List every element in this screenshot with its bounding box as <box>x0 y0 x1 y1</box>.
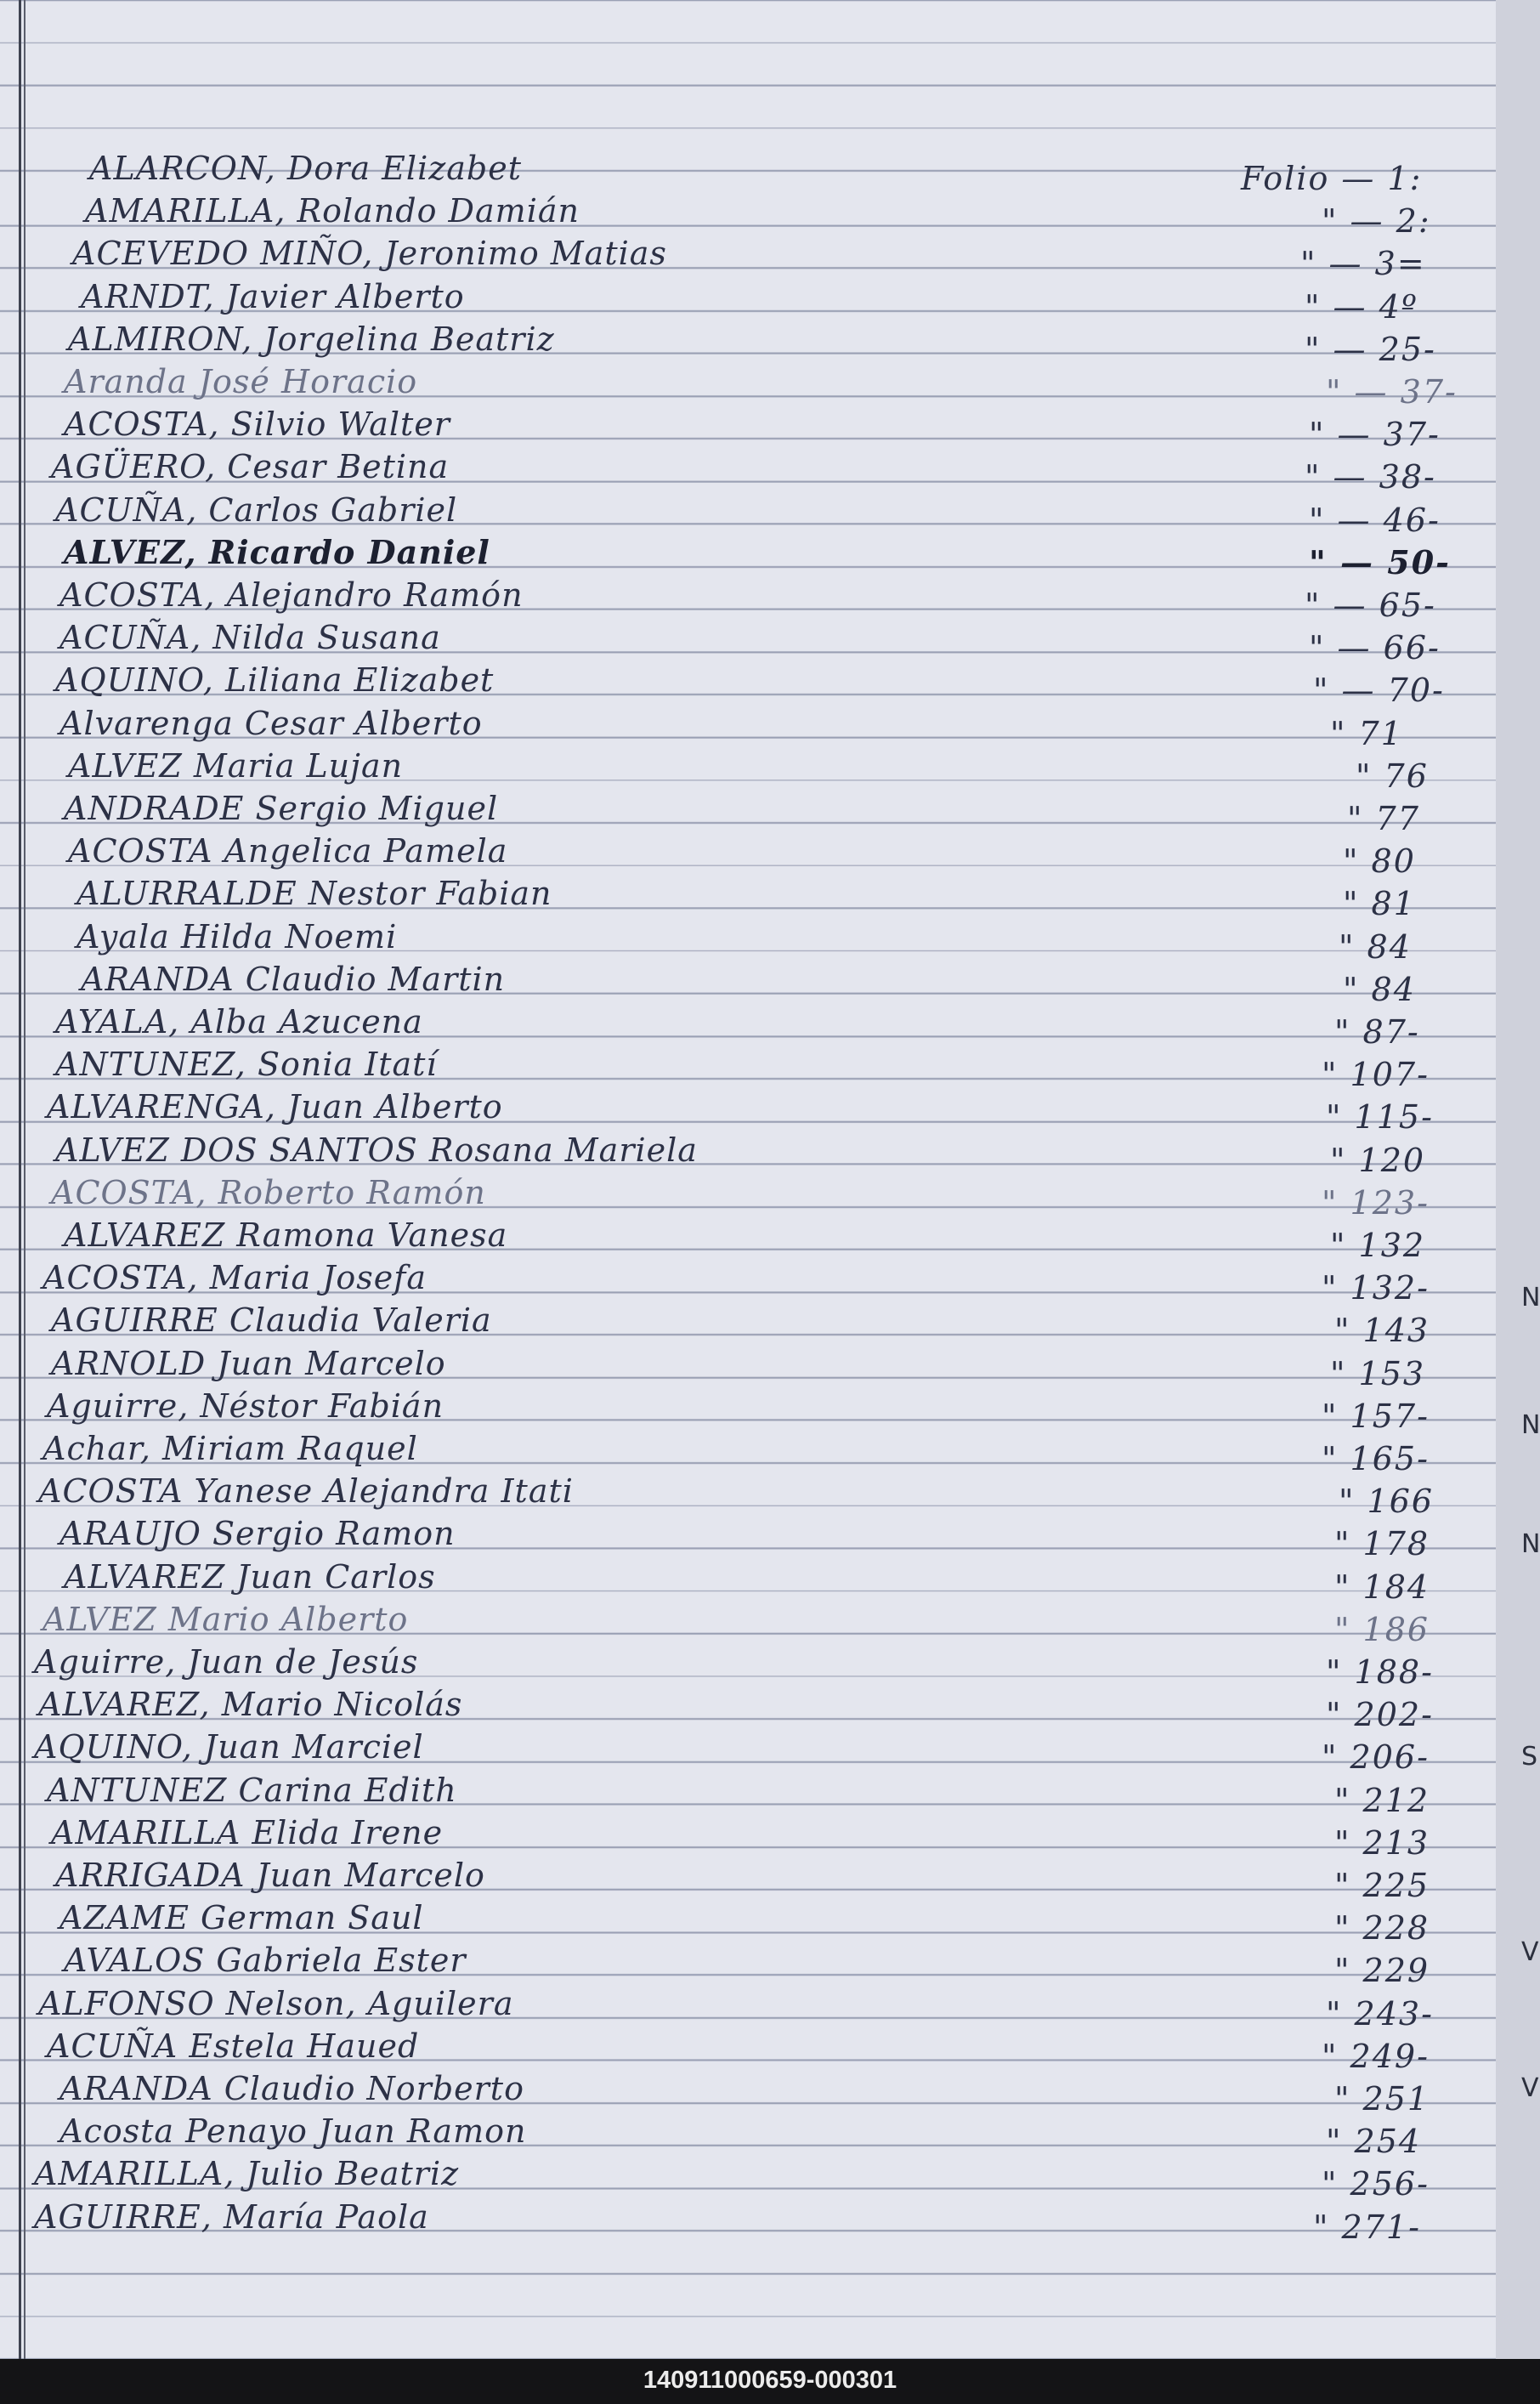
register-entry-folio: " 123- <box>1322 1183 1430 1222</box>
register-entry-folio: " 228 <box>1334 1909 1430 1948</box>
register-entry-folio: " — 37- <box>1326 373 1458 411</box>
register-entry-name: Ayala Hilda Noemi <box>76 917 398 955</box>
register-entry-name: ALVEZ Mario Alberto <box>42 1600 409 1638</box>
register-entry-name: ACOSTA Angelica Pamela <box>68 832 508 870</box>
register-entry-folio: " 202- <box>1326 1696 1434 1734</box>
register-entry-name: ALVAREZ Juan Carlos <box>64 1557 436 1596</box>
register-entry-name: ALFONSO Nelson, Aguilera <box>38 1984 514 2022</box>
register-entry-name: ARAUJO Sergio Ramon <box>59 1515 456 1553</box>
register-entry-folio: " 249- <box>1322 2037 1430 2075</box>
register-entry-folio: " — 37- <box>1309 416 1441 454</box>
register-entry-name: ACUÑA Estela Haued <box>47 2027 420 2065</box>
register-entry-folio: " 251 <box>1334 2080 1430 2118</box>
register-entry-name: ACOSTA, Maria Josefa <box>42 1259 427 1297</box>
register-entry-folio: " 132- <box>1322 1269 1430 1307</box>
register-entry-name: Aranda José Horacio <box>64 363 418 400</box>
register-entry-folio: " — 25- <box>1305 330 1436 368</box>
register-entry-folio: " 229 <box>1334 1952 1430 1990</box>
adjacent-page-letter: S <box>1521 1742 1538 1772</box>
register-entry-folio: " — 2: <box>1322 202 1431 241</box>
register-entry-name: ARANDA Claudio Martin <box>81 960 506 998</box>
register-entry-folio: " 206- <box>1322 1738 1430 1777</box>
register-entry-name: AGÜERO, Cesar Betina <box>51 448 450 486</box>
register-entry-name: AQUINO, Juan Marciel <box>34 1728 424 1766</box>
register-entry-folio: " 76 <box>1356 757 1429 795</box>
adjacent-page-letter: V <box>1521 2073 1539 2103</box>
register-entry-name: AMARILLA, Julio Beatriz <box>34 2155 460 2193</box>
register-entry-folio: Folio — 1: <box>1241 160 1423 197</box>
register-entry-folio: " 157- <box>1322 1397 1430 1435</box>
register-entry-name: AZAME German Saul <box>59 1899 424 1937</box>
register-entry-name: ACUÑA, Carlos Gabriel <box>55 490 458 529</box>
register-entry-name: ALURRALDE Nestor Fabian <box>76 875 552 913</box>
register-entry-name: ARANDA Claudio Norberto <box>59 2070 524 2107</box>
register-entry-name: Alvarenga Cesar Alberto <box>59 704 483 742</box>
register-entry-folio: " 271- <box>1313 2208 1421 2246</box>
register-entry-name: ALVAREZ Ramona Vanesa <box>64 1216 508 1254</box>
register-entry-folio: " 132 <box>1330 1227 1426 1264</box>
register-entry-name: Achar, Miriam Raquel <box>42 1430 418 1467</box>
adjacent-page-strip <box>1496 0 1540 2359</box>
register-entry-folio: " 77 <box>1347 800 1420 837</box>
register-entry-name: Aguirre, Juan de Jesús <box>34 1643 419 1681</box>
register-entry-folio: " 115- <box>1326 1098 1434 1137</box>
register-entry-name: AYALA, Alba Azucena <box>55 1003 423 1040</box>
register-entry-folio: " 71 <box>1330 714 1403 752</box>
register-entry-name: ALMIRON, Jorgelina Beatriz <box>68 320 555 358</box>
register-entry-name: ALVEZ DOS SANTOS Rosana Mariela <box>55 1131 698 1169</box>
register-entry-name: ACEVEDO MIÑO, Jeronimo Matias <box>72 235 667 273</box>
register-entry-folio: " 212 <box>1334 1781 1430 1819</box>
register-entry-name: ARNOLD Juan Marcelo <box>51 1344 446 1382</box>
register-entry-folio: " 107- <box>1322 1056 1430 1094</box>
register-entry-folio: " 256- <box>1322 2165 1430 2203</box>
register-entry-name: ALVARENGA, Juan Alberto <box>47 1088 503 1126</box>
register-entry-name: ALVEZ Maria Lujan <box>68 746 404 785</box>
register-entry-folio: " 165- <box>1322 1440 1430 1477</box>
register-entry-folio: " — 38- <box>1305 458 1436 496</box>
register-entry-name: ALARCON, Dora Elizabet <box>89 150 522 187</box>
register-entry-folio: " — 66- <box>1309 629 1441 667</box>
register-entry-name: Acosta Penayo Juan Ramon <box>59 2112 527 2151</box>
register-entry-name: ALVEZ, Ricardo Daniel <box>64 532 490 571</box>
register-entry-folio: " — 46- <box>1309 501 1441 539</box>
register-entry-name: ANTUNEZ, Sonia Itatí <box>55 1046 438 1084</box>
register-entry-name: ANDRADE Sergio Miguel <box>64 790 499 827</box>
register-entry-name: ANTUNEZ Carina Edith <box>47 1771 457 1809</box>
register-entry-folio: " — 4º <box>1305 287 1418 326</box>
register-entry-folio: " — 3= <box>1300 245 1426 283</box>
register-entry-folio: " 166 <box>1339 1483 1435 1521</box>
register-entry-folio: " 153 <box>1330 1354 1426 1392</box>
adjacent-page-letter: N <box>1521 1283 1540 1313</box>
register-entry-folio: " 120 <box>1330 1141 1426 1179</box>
register-entry-name: ACOSTA, Silvio Walter <box>64 405 450 444</box>
register-entry-folio: " 254 <box>1326 2123 1422 2161</box>
adjacent-page-letter: N <box>1521 1529 1540 1559</box>
register-entry-folio: " 80 <box>1343 842 1416 881</box>
register-entry-folio: " 225 <box>1334 1867 1430 1904</box>
register-entry-name: AMARILLA, Rolando Damián <box>85 192 580 230</box>
register-entry-name: AMARILLA Elida Irene <box>51 1813 444 1851</box>
register-entry-name: ACOSTA Yanese Alejandra Itati <box>38 1472 574 1511</box>
register-entry-folio: " 188- <box>1326 1653 1434 1691</box>
register-entry-name: ALVAREZ, Mario Nicolás <box>38 1686 463 1724</box>
register-entry-folio: " 243- <box>1326 1994 1434 2033</box>
register-entry-folio: " 143 <box>1334 1312 1430 1350</box>
register-entry-folio: " 81 <box>1343 885 1416 923</box>
register-entry-name: ARRIGADA Juan Marcelo <box>55 1857 485 1894</box>
register-entry-folio: " 186 <box>1334 1610 1430 1648</box>
register-entry-folio: " 84 <box>1343 970 1416 1008</box>
register-entry-name: AVALOS Gabriela Ester <box>64 1942 467 1980</box>
register-entry-folio: " — 65- <box>1305 587 1436 624</box>
register-entry-folio: " 213 <box>1334 1823 1430 1862</box>
document-id: 140911000659-000301 <box>643 2367 897 2394</box>
register-entry-name: AGUIRRE, María Paola <box>34 2197 429 2236</box>
register-entry-folio: " — 70- <box>1313 672 1445 710</box>
register-entry-name: ACOSTA, Roberto Ramón <box>51 1173 486 1211</box>
register-entry-folio: " 184 <box>1334 1568 1430 1606</box>
register-entry-folio: " — 50- <box>1309 542 1451 581</box>
register-entry-name: ACUÑA, Nilda Susana <box>59 619 441 657</box>
adjacent-page-letter: V <box>1521 1937 1539 1967</box>
register-entry-name: Aguirre, Néstor Fabián <box>47 1386 444 1425</box>
register-entry-name: ARNDT, Javier Alberto <box>81 277 465 315</box>
register-entry-folio: " 84 <box>1339 927 1412 966</box>
register-entry-name: ACOSTA, Alejandro Ramón <box>59 576 524 614</box>
register-entry-name: AGUIRRE Claudia Valeria <box>51 1301 492 1340</box>
adjacent-page-letter: N <box>1521 1410 1540 1440</box>
register-entry-folio: " 87- <box>1334 1013 1420 1051</box>
register-entry-name: AQUINO, Liliana Elizabet <box>55 661 495 700</box>
register-entry-folio: " 178 <box>1334 1525 1430 1563</box>
